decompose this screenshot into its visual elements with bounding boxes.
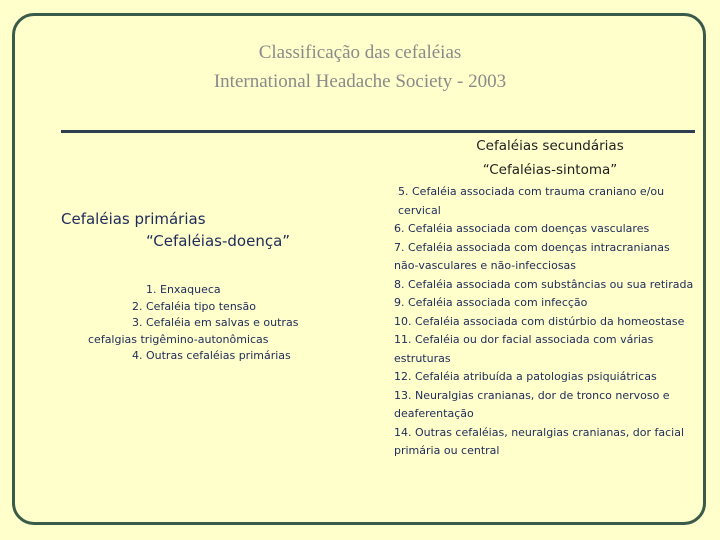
list-item: 14. Outras cefaléias, neuralgias cranianas, dor facial primária ou central — [394, 425, 684, 457]
list-item: cefalgias trigêmino-autonômicas — [88, 332, 269, 346]
list-item: 1. Enxaqueca — [146, 283, 221, 296]
slide-title — [0, 38, 720, 96]
title-divider — [61, 130, 695, 133]
list-item: 11. Cefaléia ou dor facial associada com várias estruturas — [394, 333, 654, 365]
list-item: 9. Cefaléia associada com infecção — [394, 296, 588, 309]
list-item: 7. Cefaléia associada com doenças intracranianas não-vasculares e não-infecciosas — [394, 240, 670, 272]
secondary-heading-block — [430, 134, 670, 182]
title-line-2: International Headache Society - 2003 — [213, 71, 507, 92]
list-item: 5. Cefaléia associada com trauma craniano e/ou cervical — [398, 185, 665, 217]
list-item: 4. Outras cefaléias primárias — [132, 349, 291, 362]
primary-heading: Cefaléias primárias — [61, 210, 206, 228]
list-item: 3. Cefaléia em salvas e outras — [132, 316, 299, 329]
secondary-list — [394, 183, 696, 461]
list-item: 12. Cefaléia atribuída a patologias psiquiátricas — [394, 370, 657, 383]
primary-list — [88, 282, 368, 365]
secondary-heading: Cefaléias secundárias — [476, 138, 624, 154]
list-item: 2. Cefaléia tipo tensão — [132, 299, 257, 313]
secondary-subheading: “Cefaléias-sintoma” — [482, 162, 618, 178]
primary-heading-block — [61, 208, 361, 252]
list-item: 13. Neuralgias cranianas, dor de tronco nervoso e deaferentação — [394, 388, 670, 420]
list-item: 10. Cefaléia associada com distúrbio da homeostase — [394, 314, 685, 328]
primary-subheading: “Cefaléias-doença” — [146, 232, 291, 250]
title-line-1: Classificação das cefaléias — [258, 42, 462, 63]
list-item: 8. Cefaléia associada com substâncias ou sua retirada — [394, 277, 694, 291]
list-item: 6. Cefaléia associada com doenças vasculares — [394, 222, 650, 235]
